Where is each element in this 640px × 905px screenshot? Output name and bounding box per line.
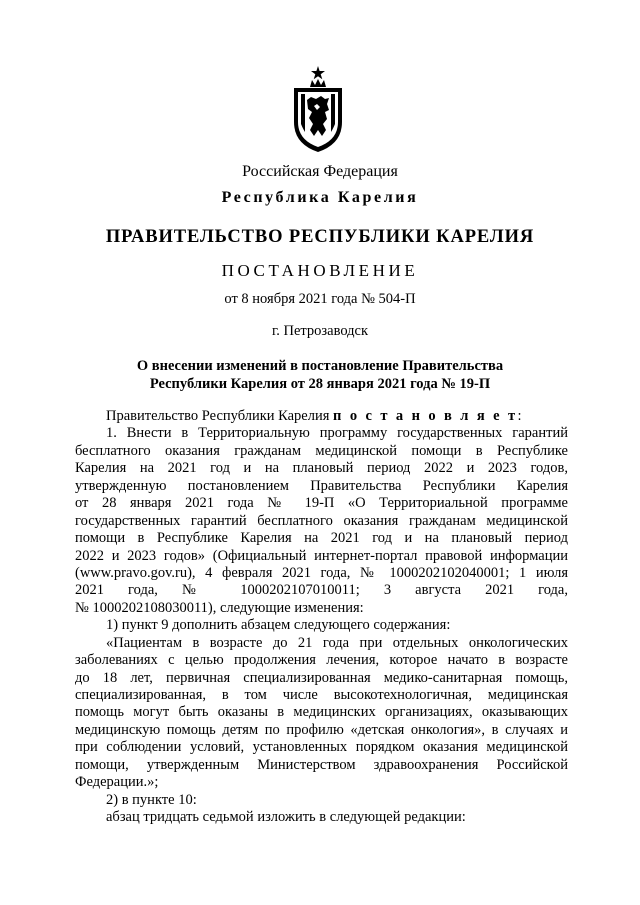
document-date-number: от 8 ноября 2021 года № 504-П [224, 291, 416, 307]
body-line: помощи в Республике Карелия на 2021 год и на плановый период [75, 530, 568, 547]
body-line: Федерации.»; [75, 774, 159, 791]
body-line: от 28 января 2021 года № 19-П «О Территориальной программе [75, 495, 568, 512]
body-line: «Пациентам в возрасте до 21 года при отдельных онкологических [106, 634, 568, 651]
body-line: (www.pravo.gov.ru), 4 февраля 2021 года, № 1000202102040001; 1 июля [75, 564, 568, 581]
body-line: 2021 года, № 1000202107010011; 3 августа 2021 года, [75, 582, 568, 599]
body-line: 2022 и 2023 годов» (Официальный интернет-портал правовой информации [75, 547, 568, 564]
body-line: 2) в пункте 10: [106, 791, 197, 808]
body-line: медицинскую помощь детям по профилю «детская онкология», в случаях и [75, 721, 568, 738]
republic-name: Республика Карелия [221, 189, 419, 206]
body-line: помощи, утвержденным Министерством здравоохранения Российской [75, 756, 568, 773]
document-body [75, 408, 568, 827]
subject-line: О внесении изменений в постановление Правительства [136, 358, 504, 374]
subject-line: Республики Карелия от 28 января 2021 года № 19-П [149, 375, 491, 392]
body-line: при соблюдении условий, установленных порядком оказания медицинской [75, 739, 568, 756]
body-line: заболеваниях с целью продолжения лечения, которое начато в возрасте [75, 652, 568, 669]
body-line: бесплатного оказания гражданам медицинской помощи в Республике [75, 442, 568, 459]
body-line: абзац тридцать седьмой изложить в следующей редакции: [106, 809, 466, 826]
preamble [75, 408, 568, 425]
federation-name: Российская Федерация [242, 163, 398, 180]
government-name: ПРАВИТЕЛЬСТВО РЕСПУБЛИКИ КАРЕЛИЯ [105, 227, 535, 247]
preamble-verb: п о с т а н о в л я е т [333, 408, 518, 424]
body-line: помощь могут быть оказаны в медицинских организациях, оказывающих [75, 704, 568, 721]
preamble-text: Правительство Республики Карелия [106, 408, 330, 424]
body-line: 1. Внести в Территориальную программу государственных гарантий [106, 425, 568, 442]
document-type: ПОСТАНОВЛЕНИЕ [221, 261, 419, 280]
body-line: специализированная, в том числе высокотехнологичная, медицинская [75, 687, 568, 703]
body-line: 1) пункт 9 дополнить абзацем следующего содержания: [106, 617, 451, 634]
document-subject [0, 358, 640, 393]
body-line: утвержденную постановлением Правительства Республики Карелия [75, 477, 568, 494]
body-line: Карелия на 2021 год и на плановый период 2022 и 2023 годов, [75, 460, 568, 477]
body-line: государственных гарантий бесплатного оказания гражданам медицинской [75, 512, 568, 529]
document-city: г. Петрозаводск [271, 323, 369, 339]
karelia-coat-of-arms-icon [292, 66, 344, 154]
body-line: № 1000202108030011), следующие изменения: [75, 599, 364, 616]
preamble-end: : [517, 408, 522, 424]
body-line: до 18 лет, первичная специализированная медико-санитарная помощь, [75, 669, 568, 686]
